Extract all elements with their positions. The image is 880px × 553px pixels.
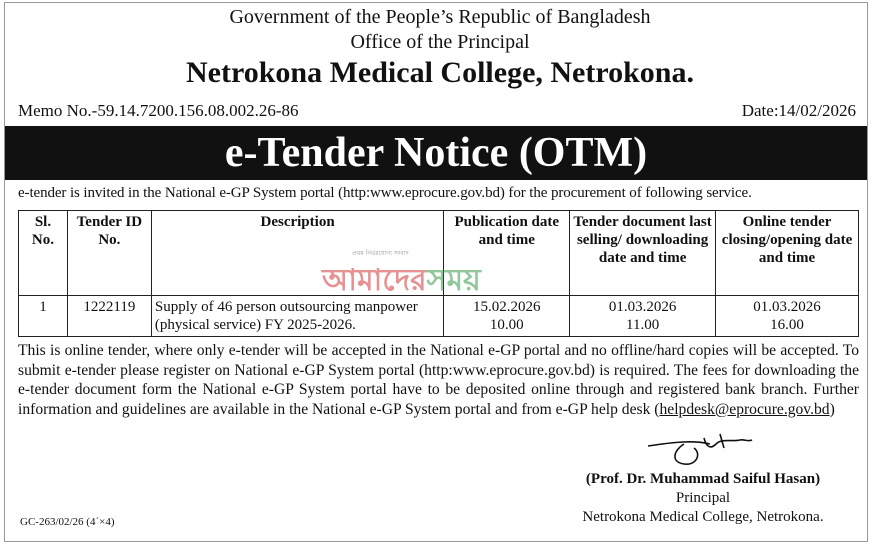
watermark-main: আমাদের (322, 263, 427, 298)
cell-closing (716, 296, 859, 337)
instructions-close: ) (829, 400, 835, 418)
header-closing: Online tender closing/opening date and time (716, 211, 859, 296)
header-sl: Sl. No. (19, 211, 68, 296)
selling-time: 11.00 (626, 317, 660, 333)
intro-text: e-tender is invited in the National e-GP System portal (http:www.eprocure.gov.bd) for the procurement of following service. (18, 185, 752, 201)
closing-date: 01.03.2026 (753, 299, 821, 315)
cell-sl: 1 (19, 296, 68, 337)
cell-tender-id: 1222119 (67, 296, 151, 337)
signatory-office: Netrokona Medical College, Netrokona. (582, 509, 824, 525)
college-name: Netrokona Medical College, Netrokona. (186, 56, 694, 89)
memo-number: Memo No.-59.14.7200.156.08.002.26-86 (18, 101, 299, 120)
signature-block (560, 470, 846, 527)
watermark-tagline: প্রথম নির্ভরযোগ্য সংবাদ (352, 250, 409, 257)
office-heading: Office of the Principal (350, 31, 530, 53)
cell-description: Supply of 46 person outsourcing manpower (physical service) FY 2025-2026. (151, 296, 443, 337)
footer-code: GC-263/02/26 (4´×4) (20, 516, 115, 528)
page-title: e-Tender Notice (OTM) (5, 126, 867, 180)
helpdesk-email-link[interactable]: helpdesk@eprocure.gov.bd (659, 400, 830, 418)
signatory-designation: Principal (675, 490, 731, 506)
header-tender-id: Tender ID No. (67, 211, 151, 296)
selling-date: 01.03.2026 (608, 299, 677, 315)
signature-image (644, 428, 756, 468)
instructions-paragraph (18, 341, 859, 419)
closing-time: 16.00 (770, 317, 804, 333)
notice-date: Date:14/02/2026 (741, 101, 856, 120)
publication-time: 10.00 (489, 317, 524, 333)
government-heading: Government of the People’s Republic of Bangladesh (229, 6, 651, 28)
header-description: Description (151, 211, 443, 296)
watermark-accent: সময় (426, 263, 481, 298)
signatory-name: (Prof. Dr. Muhammad Saiful Hasan) (585, 471, 821, 487)
instructions-text: This is online tender, where only e-tender will be accepted in the National e-GP portal and no offline/hard copies will be accepted. To submit e-tender please register on National e-GP System portal (http:www.eprocure.gov.bd) is required. The fees for downloading the e-tender document form the National e-GP System portal have to be deposited online through and registered bank branch. Further information and guidelines are available in the National e-GP System portal and from e-GP help desk ( (18, 342, 859, 418)
cell-selling (570, 296, 716, 337)
header-selling: Tender document last selling/ downloading date and time (570, 211, 716, 296)
publication-date: 15.02.2026 (473, 299, 541, 315)
header-publication: Publication date and time (444, 211, 570, 296)
watermark-logo (322, 256, 481, 307)
